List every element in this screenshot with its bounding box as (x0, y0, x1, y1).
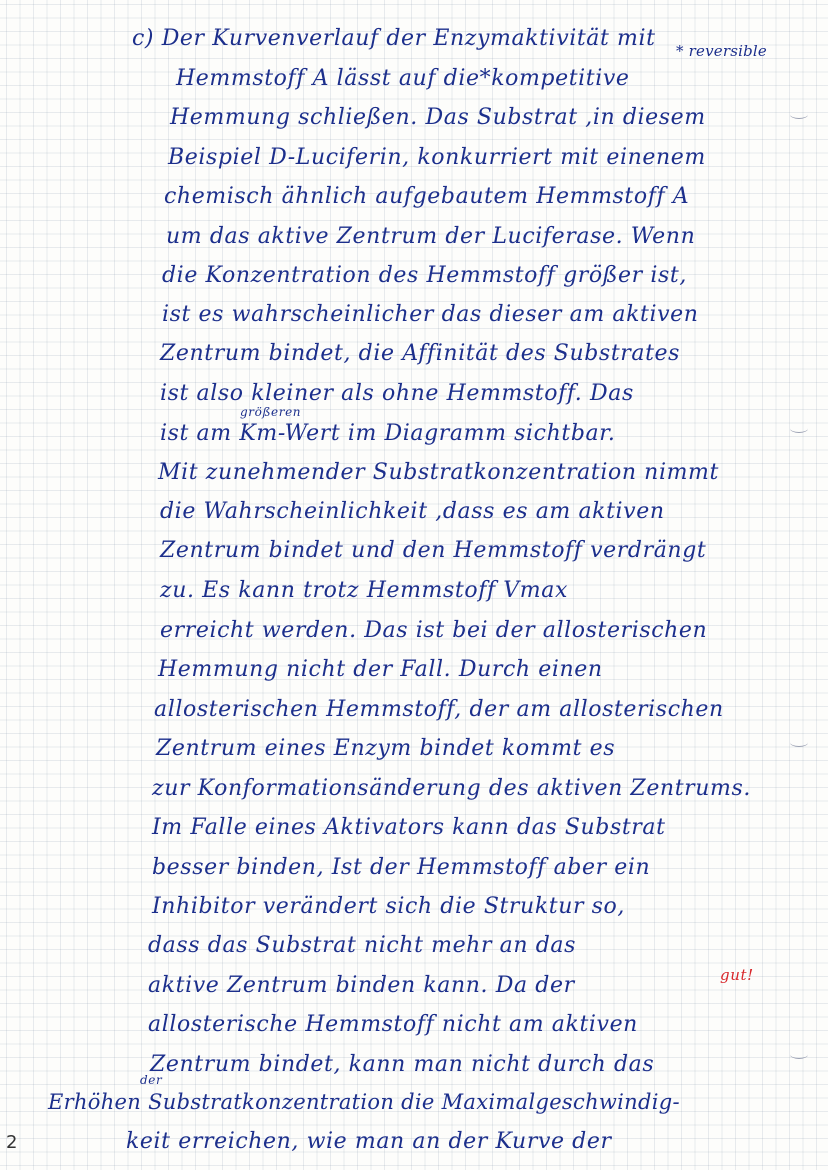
text-line: c) Der Kurvenverlauf der Enzymaktivität mit (132, 26, 656, 51)
check-mark-icon (790, 110, 808, 119)
text-line: dass das Substrat nicht mehr an das (148, 933, 577, 958)
text-line: die Wahrscheinlichkeit ,dass es am aktiven (160, 499, 665, 524)
correction-annotation: größeren (240, 405, 302, 419)
text-line: um das aktive Zentrum der Luciferase. Wenn (166, 224, 696, 249)
text-line: Hemmstoff A lässt auf die*kompetitive (176, 66, 630, 91)
text-line: chemisch ähnlich aufgebautem Hemmstoff A (164, 184, 690, 209)
check-mark-icon (790, 424, 808, 433)
text-line: zur Konformationsänderung des aktiven Zentrums. (152, 776, 751, 801)
text-line: allosterischen Hemmstoff, der am allosterischen (154, 697, 724, 722)
text-line: Beispiel D-Luciferin, konkurriert mit einenem (168, 145, 706, 170)
text-line: die Konzentration des Hemmstoff größer ist, (162, 263, 687, 288)
page-number: 2 (6, 1132, 18, 1153)
margin-note: * reversible (676, 42, 768, 60)
text-line: ist also kleiner als ohne Hemmstoff. Das (160, 381, 634, 406)
text-line: allosterische Hemmstoff nicht am aktiven (148, 1012, 638, 1037)
text-line: besser binden, Ist der Hemmstoff aber ein (152, 855, 651, 880)
text-line: zu. Es kann trotz Hemmstoff Vmax (160, 578, 568, 603)
text-line: Hemmung schließen. Das Substrat ,in diesem (170, 105, 706, 130)
text-line: erreicht werden. Das ist bei der allosterischen (160, 618, 708, 643)
text-line: Zentrum eines Enzym bindet kommt es (156, 736, 616, 761)
text-line: Inhibitor verändert sich die Struktur so, (152, 894, 625, 919)
grade-comment: gut! (720, 966, 754, 984)
text-line: Zentrum bindet und den Hemmstoff verdrängt (160, 538, 707, 563)
check-mark-icon (790, 738, 808, 747)
text-line: Zentrum bindet, kann man nicht durch das (150, 1052, 655, 1077)
text-line: Erhöhen Substratkonzentration die Maximalgeschwindig- (48, 1090, 680, 1114)
text-line: keit erreichen, wie man an der Kurve der (126, 1129, 612, 1154)
insertion-annotation: der (140, 1073, 163, 1087)
text-line: Hemmung nicht der Fall. Durch einen (158, 657, 603, 682)
text-line: Im Falle eines Aktivators kann das Substrat (152, 815, 666, 840)
text-line: ist es wahrscheinlicher das dieser am aktiven (162, 302, 699, 327)
text-line: aktive Zentrum binden kann. Da der (148, 973, 575, 998)
text-line: Mit zunehmender Substratkonzentration nimmt (158, 460, 719, 485)
check-mark-icon (790, 1050, 808, 1059)
text-line: Zentrum bindet, die Affinität des Substrates (160, 341, 681, 366)
text-line: ist am Km-Wert im Diagramm sichtbar. (160, 421, 616, 446)
